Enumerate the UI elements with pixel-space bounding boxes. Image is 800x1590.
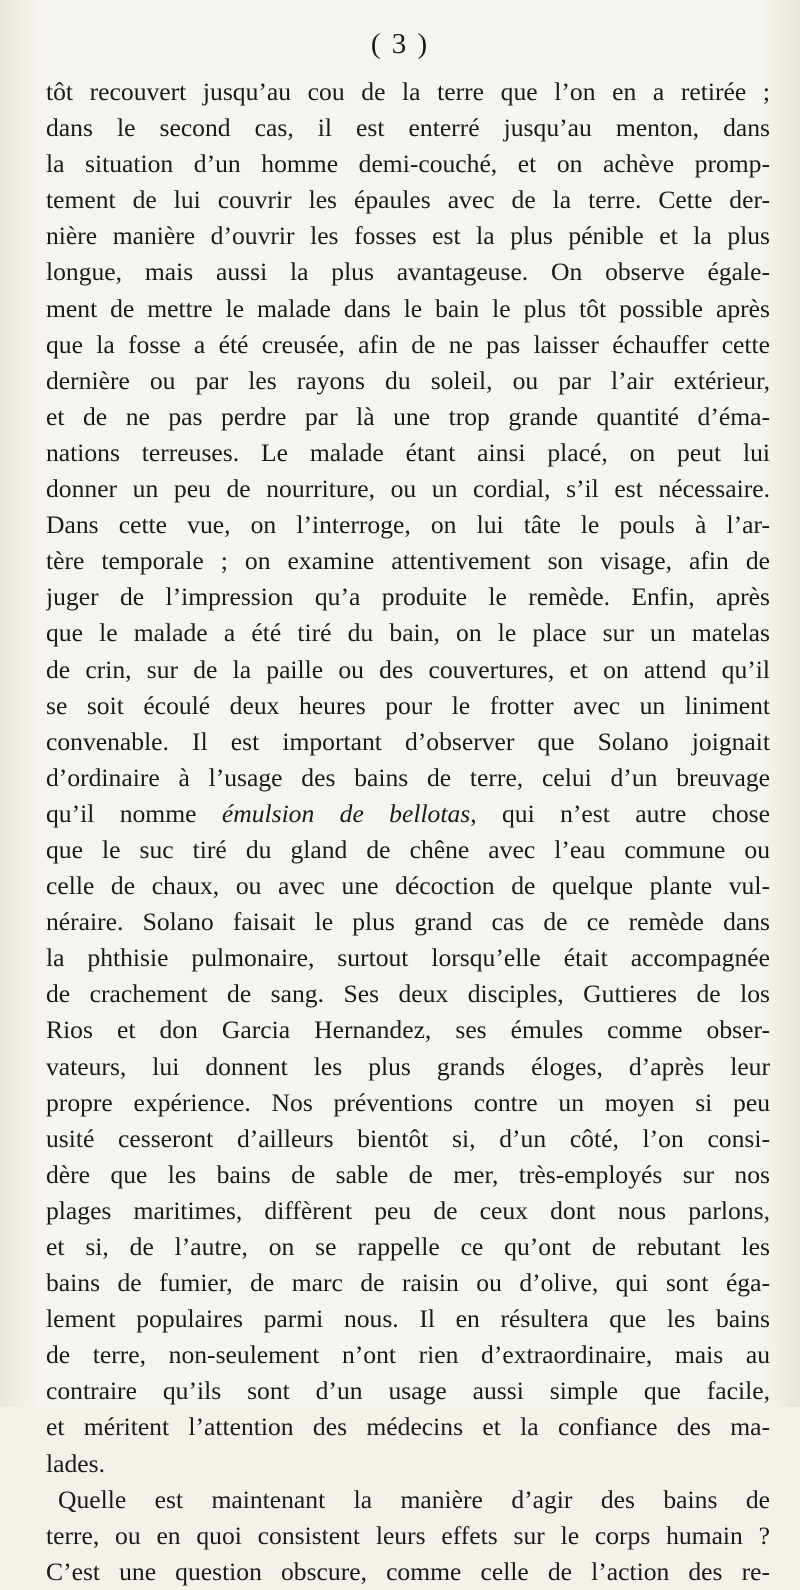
text-line: que le suc tiré du gland de chêne avec l’eau commune ou <box>46 834 770 864</box>
text-line: dernière ou par les rayons du soleil, ou par l’air extérieur, <box>46 365 770 395</box>
italic-term: émulsion de bellotas <box>221 798 471 828</box>
text-line: terre, ou en quoi consistent leurs effets sur le corps humain ? <box>46 1520 770 1550</box>
page-number: ( 3 ) <box>370 28 430 60</box>
text-line: que la fosse a été creusée, afin de ne pas laisser échauffer cette <box>46 329 770 359</box>
text-line: ment de mettre le malade dans le bain le plus tôt possible après <box>46 293 770 323</box>
text-line: dans le second cas, il est enterré jusqu’au menton, dans <box>46 113 770 143</box>
text-line: nations terreuses. Le malade étant ainsi placé, on peut lui <box>46 437 770 467</box>
text-line: C’est une question obscure, comme celle de l’action des re- <box>46 1556 770 1586</box>
body-text <box>46 74 770 1590</box>
text-line: Quelle est maintenant la manière d’agir des bains de <box>58 1484 770 1514</box>
text-line: de crachement de sang. Ses deux disciples, Guttieres de los <box>46 979 770 1009</box>
text-line: de terre, non-seulement n’ont rien d’extraordinaire, mais au <box>46 1340 770 1370</box>
text-line: Rios et don Garcia Hernandez, ses émules comme obser- <box>46 1015 770 1045</box>
text-line: vateurs, lui donnent les plus grands éloges, d’après leur <box>46 1051 770 1081</box>
text-line: Dans cette vue, on l’interroge, on lui tâte le pouls à l’ar- <box>46 510 770 540</box>
text-line: tement de lui couvrir les épaules avec de la terre. Cette der- <box>46 185 770 215</box>
text-line: celle de chaux, ou avec une décoction de quelque plante vul- <box>46 871 770 901</box>
text-line: contraire qu’ils sont d’un usage aussi simple que facile, <box>46 1376 770 1406</box>
text-line: que le malade a été tiré du bain, on le place sur un matelas <box>46 618 770 648</box>
text-line <box>46 796 770 832</box>
text-line: donner un peu de nourriture, ou un cordial, s’il est nécessaire. <box>46 474 770 504</box>
text-line: nière manière d’ouvrir les fosses est la plus pénible et la plus <box>46 221 770 251</box>
text-line: propre expérience. Nos préventions contre un moyen si peu <box>46 1087 770 1117</box>
text-line: convenable. Il est important d’observer que Solano joignait <box>46 726 770 756</box>
text-line: lades. <box>46 1448 105 1478</box>
text-line: tôt recouvert jusqu’au cou de la terre que l’on en a retirée ; <box>46 77 770 106</box>
text-line: tère temporale ; on examine attentivement son visage, afin de <box>46 546 770 576</box>
text-line: se soit écoulé deux heures pour le frotter avec un liniment <box>46 690 770 720</box>
text-line: usité cesseront d’ailleurs bientôt si, d’un côté, l’on consi- <box>46 1123 770 1153</box>
text-line: et méritent l’attention des médecins et la confiance des ma- <box>46 1412 770 1442</box>
text-line: la situation d’un homme demi-couché, et on achève promp- <box>46 149 770 179</box>
text-line: la phthisie pulmonaire, surtout lorsqu’elle était accompagnée <box>46 943 770 973</box>
text-line: lement populaires parmi nous. Il en résultera que les bains <box>46 1304 770 1334</box>
text-line: et si, de l’autre, on se rappelle ce qu’ont de rebutant les <box>46 1232 770 1261</box>
text-line: néraire. Solano faisait le plus grand cas de ce remède dans <box>46 907 770 937</box>
text-line: de crin, sur de la paille ou des couvertures, et on attend qu’il <box>46 654 770 684</box>
text-segment: , qui n’est autre chose <box>470 798 770 828</box>
text-line: plages maritimes, diffèrent peu de ceux dont nous parlons, <box>46 1195 770 1225</box>
text-line: bains de fumier, de marc de raisin ou d’olive, qui sont éga- <box>46 1268 770 1298</box>
text-line: d’ordinaire à l’usage des bains de terre, celui d’un breuvage <box>46 762 770 792</box>
text-line: dère que les bains de sable de mer, très-employés sur nos <box>46 1159 770 1189</box>
text-segment: qu’il nomme <box>46 798 222 828</box>
text-line: juger de l’impression qu’a produite le remède. Enfin, après <box>46 582 770 612</box>
text-line: longue, mais aussi la plus avantageuse. On observe égale- <box>46 257 770 287</box>
text-line: et de ne pas perdre par là une trop grande quantité d’éma- <box>46 401 770 431</box>
